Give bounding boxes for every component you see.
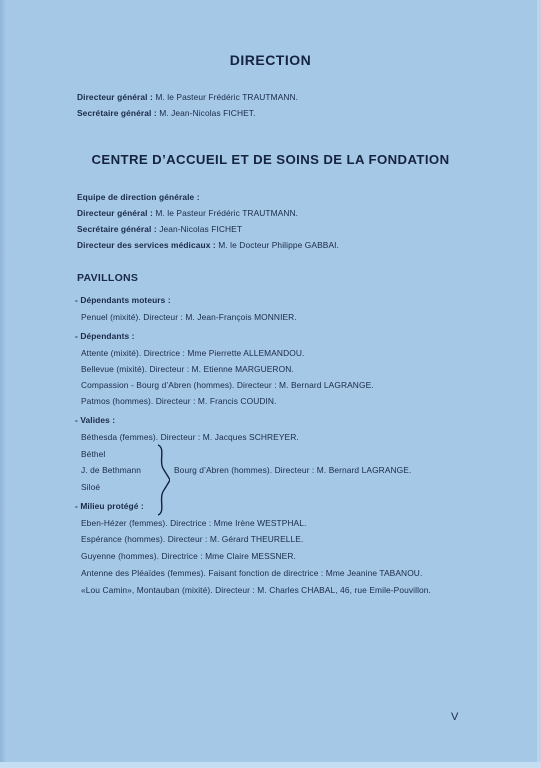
- centre-sg-value: Jean-Nicolas FICHET: [159, 224, 243, 234]
- direction-dg-line: [77, 92, 298, 102]
- direction-sg-line: [77, 108, 256, 118]
- centre-sg-line: [77, 224, 242, 234]
- list-item: Antenne des Pléaïdes (femmes). Faisant fonction de directrice : Mme Jeanine TABANOU.: [81, 568, 423, 578]
- milieu-protege-heading: - Milieu protégé :: [75, 501, 144, 511]
- group-shared-text: Bourg d’Abren (hommes). Directeur : M. Bernard LAGRANGE.: [174, 465, 412, 475]
- list-item: Béthesda (femmes). Directeur : M. Jacques SCHREYER.: [81, 432, 299, 442]
- group-item-bethmann: J. de Bethmann: [81, 465, 142, 475]
- dependants-heading: - Dépendants :: [75, 331, 135, 341]
- centre-title: CENTRE D’ACCUEIL ET DE SOINS DE LA FONDATION: [91, 152, 450, 167]
- list-item: Patmos (hommes). Directeur : M. Francis COUDIN.: [81, 396, 277, 406]
- dependants-moteurs-heading: - Dépendants moteurs :: [75, 295, 171, 305]
- direction-sg-value: M. Jean-Nicolas FICHET.: [159, 108, 256, 118]
- page-bottom-edge: [0, 762, 541, 768]
- page-number: V: [451, 711, 459, 723]
- page-right-edge: [537, 0, 541, 768]
- list-item: Penuel (mixité). Directeur : M. Jean-François MONNIER.: [81, 312, 297, 322]
- list-item: «Lou Camin», Montauban (mixité). Directeur : M. Charles CHABAL, 46, rue Emile-Pouvillon.: [81, 585, 431, 595]
- centre-sg-label: Secrétaire général :: [77, 224, 157, 234]
- centre-dsm-label: Directeur des services médicaux :: [77, 240, 216, 250]
- list-item: Attente (mixité). Directrice : Mme Pierrette ALLEMANDOU.: [81, 348, 305, 358]
- list-item: Eben-Hézer (femmes). Directrice : Mme Irène WESTPHAL.: [81, 518, 307, 528]
- centre-dg-label: Directeur général :: [77, 208, 153, 218]
- group-item-siloe: Siloé: [81, 482, 101, 492]
- direction-sg-label: Secrétaire général :: [77, 108, 157, 118]
- list-item: Espérance (hommes). Directeur : M. Gérard THEURELLE.: [81, 534, 304, 544]
- page-left-edge: [0, 0, 6, 768]
- centre-dg-value: M. le Pasteur Frédéric TRAUTMANN.: [155, 208, 299, 218]
- list-item: Bellevue (mixité). Directeur : M. Etienne MARGUERON.: [81, 364, 294, 374]
- direction-dg-value: M. le Pasteur Frédéric TRAUTMANN.: [155, 92, 299, 102]
- direction-dg-label: Directeur général :: [77, 92, 153, 102]
- centre-dsm-line: [77, 240, 339, 250]
- centre-dg-line: [77, 208, 298, 218]
- list-item: Guyenne (hommes). Directrice : Mme Claire MESSNER.: [81, 551, 296, 561]
- group-item-bethel: Béthel: [81, 449, 106, 459]
- pavillons-title: PAVILLONS: [77, 272, 139, 284]
- centre-dsm-value: M. le Docteur Philippe GABBAI.: [218, 240, 339, 250]
- curly-brace-icon: [154, 444, 170, 516]
- centre-equipe: Equipe de direction générale :: [77, 192, 200, 202]
- list-item: Compassion - Bourg d’Abren (hommes). Directeur : M. Bernard LAGRANGE.: [81, 380, 374, 390]
- valides-heading: - Valides :: [75, 415, 116, 425]
- direction-title: DIRECTION: [229, 52, 312, 68]
